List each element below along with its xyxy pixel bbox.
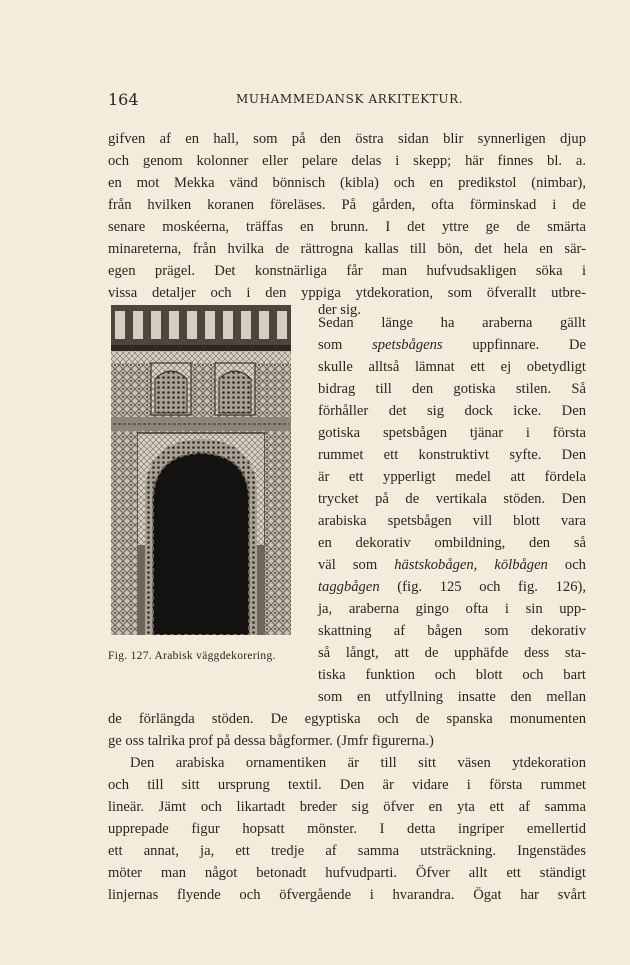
text-line: egen prägel. Det konstnärliga får man hufvudsakligen söka i xyxy=(108,263,586,279)
text-line: ja, araberna gingo ofta i sin upp- xyxy=(318,601,586,617)
text-line: der sig. xyxy=(318,302,361,318)
text-line: förhåller det sig dock icke. Den xyxy=(318,403,586,419)
text-line: de förlängda stöden. De egyptiska och de spanska monumenten xyxy=(108,711,586,727)
text-line: en dekorativ ombildning, den så xyxy=(318,535,586,551)
text-line: bidrag till den gotiska stilen. Så xyxy=(318,381,586,397)
text-line: som en utfyllning insatte den mellan xyxy=(318,689,586,705)
text-line: och genom kolonner eller pelare delas i skepp; här finnes bl. a. xyxy=(108,153,586,169)
text-line: Sedan länge ha araberna gällt xyxy=(318,315,586,331)
page-number: 164 xyxy=(108,90,139,109)
text-line: så långt, att de upphäfde dess sta- xyxy=(318,645,586,661)
text-line: som spetsbågens uppfinnare. De xyxy=(318,337,586,353)
text-line: möter man något betonadt hufvudparti. Öfver allt ett ständigt xyxy=(108,865,586,881)
text-line: är ett ypperligt medel att fördela xyxy=(318,469,586,485)
text-line: ge oss talrika prof på dessa bågformer. (Jmfr figurerna.) xyxy=(108,733,434,749)
text-line: skulle alltså lämnat ett ej obetydligt xyxy=(318,359,586,375)
text-line: väl som hästskobågen, kölbågen och xyxy=(318,557,586,573)
text-line: taggbågen (fig. 125 och fig. 126), xyxy=(318,579,586,595)
figure-illustration xyxy=(111,305,291,635)
text-line: rummet ett konstruktivt syfte. Den xyxy=(318,447,586,463)
text-line: ett annat, ja, ett tredje af samma utsträckning. Ingenstädes xyxy=(108,843,586,859)
text-line: och till sitt ursprung textil. Den är vidare i första rummet xyxy=(108,777,586,793)
italic-term: spetsbågens xyxy=(372,337,443,353)
text-line: linjernas flyende och öfvergående i hvarandra. Ögat har svårt xyxy=(108,887,586,903)
italic-term: taggbågen xyxy=(318,579,380,595)
running-title: MUHAMMEDANSK ARKITEKTUR. xyxy=(236,92,464,106)
italic-term: hästskobågen, kölbågen xyxy=(394,557,548,573)
text-line: från hvilken koranen föreläses. På gården, ofta förminskad i de xyxy=(108,197,586,213)
text-line: skattning af bågen som dekorativ xyxy=(318,623,586,639)
text-line: Den arabiska ornamentiken är till sitt väsen ytdekoration xyxy=(130,755,586,771)
figure-caption: Fig. 127. Arabisk väggdekorering. xyxy=(108,650,276,662)
figure-arabic-wall-decoration xyxy=(111,305,291,635)
text-line: lineär. Jämt och likartadt breder sig öfver en yta ett af samma xyxy=(108,799,586,815)
text-line: minareterna, från hvilka de rättrogna kallas till bön, det hela en sär- xyxy=(108,241,586,257)
text-line: arabiska spetsbågen vill blott vara xyxy=(318,513,586,529)
page-header xyxy=(108,90,594,110)
text-line: gotiska spetsbågen tjänar i första xyxy=(318,425,586,441)
text-line: vissa detaljer och i den yppiga ytdekoration, som öfverallt utbre- xyxy=(108,285,586,301)
text-line: senare moskéerna, träffas en brunn. I det yttre ge de smärta xyxy=(108,219,586,235)
text-line: upprepade figur hopsatt mönster. I detta ingriper emellertid xyxy=(108,821,586,837)
text-line: en mot Mekka vänd bönnisch (kibla) och en predikstol (nimbar), xyxy=(108,175,586,191)
text-line: tiska funktion och blott och bart xyxy=(318,667,586,683)
text-line: gifven af en hall, som på den östra sidan blir synnerligen djup xyxy=(108,131,586,147)
text-line: trycket på de vertikala stöden. Den xyxy=(318,491,586,507)
